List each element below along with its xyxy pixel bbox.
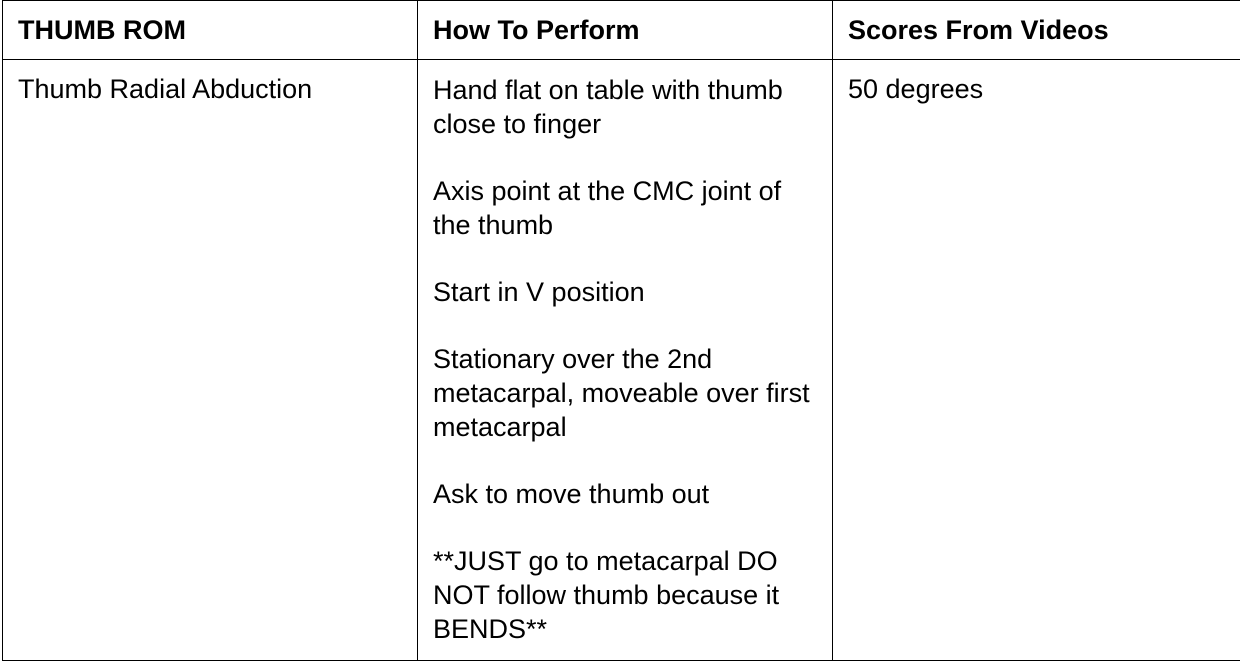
step-text: Start in V position	[433, 275, 816, 309]
step-text: Axis point at the CMC joint of the thumb	[433, 174, 816, 242]
score-value: 50 degrees	[833, 60, 1240, 106]
measure-cell	[3, 60, 418, 661]
header-label: THUMB ROM	[3, 1, 417, 47]
table-row	[3, 60, 1240, 661]
score-cell	[833, 60, 1240, 661]
step-text: Hand flat on table with thumb close to finger	[433, 73, 816, 141]
steps-cell	[418, 60, 833, 661]
header-cell-how-to-perform	[418, 1, 833, 60]
steps-list	[418, 60, 832, 646]
step-text: **JUST go to metacarpal DO NOT follow thumb because it BENDS**	[433, 544, 816, 646]
measure-name: Thumb Radial Abduction	[3, 60, 417, 106]
header-row	[3, 1, 1240, 60]
header-label: How To Perform	[418, 1, 832, 47]
step-text: Stationary over the 2nd metacarpal, moveable over first metacarpal	[433, 342, 816, 444]
header-label: Scores From Videos	[833, 1, 1240, 47]
header-cell-scores-from-videos	[833, 1, 1240, 60]
header-cell-thumb-rom	[3, 1, 418, 60]
rom-table	[2, 0, 1240, 661]
step-text: Ask to move thumb out	[433, 477, 816, 511]
